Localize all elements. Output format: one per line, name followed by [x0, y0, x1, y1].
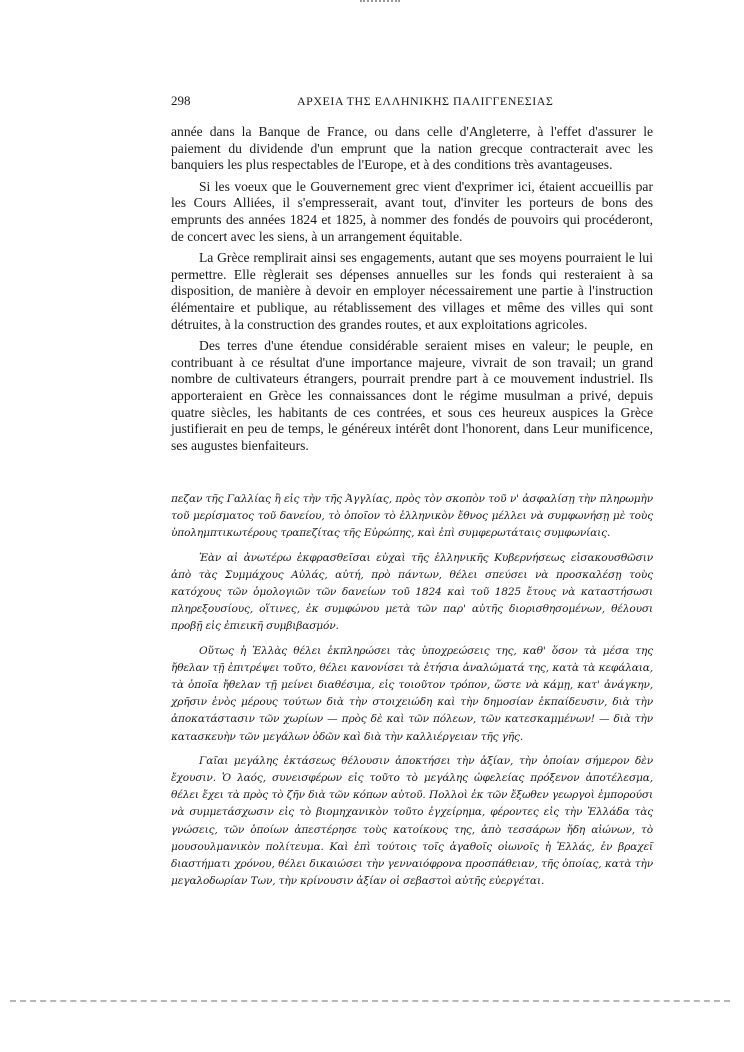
greek-paragraph-2: Ἐὰν αἱ ἀνωτέρω ἐκφρασθεῖσαι εὐχαὶ τῆς ἑλληνικῆς Κυβερνήσεως εἰσακουσθῶσιν ἀπὸ τὰς Συμμάχους Αὐλάς, αὐτή, πρὸ πάντων, θέλει σπεύσει νὰ προσκαλέσῃ τοὺς κατόχους τῶν ὁμολογιῶν τῶν δανείων τοῦ 1824 καὶ τοῦ 1825 ἔτους νὰ καταστήσωσι πληρεξουσίους, οἵτινες, ἐκ συμφώνου μετὰ τῶν παρ' αὐτῆς διορισθησομένων, θέλουσι προβῇ εἰς ἐπιεικῆ συμβιβασμόν. [171, 551, 653, 633]
page-number: 298 [171, 93, 191, 108]
french-text-block [171, 124, 653, 459]
greek-paragraph-4: Γαῖαι μεγάλης ἐκτάσεως θέλουσιν ἀποκτήσει τὴν ἀξίαν, τὴν ὁποίαν σήμερον δὲν ἔχουσιν. Ὁ λαός, συνεισφέρων εἰς τοῦτο τὸ μεγάλης ὠφελείας πρόξενον ἀποτέλεσμα, θέλει ἔχει τὰ πρὸς τὸ ζῆν διὰ τῶν κόπων αὐτοῦ. Πολλοὶ ἐκ τῶν ἔξωθεν γεωργοὶ ἐμπορούσι νὰ συμμετάσχωσιν εἰς τὸ βιομηχανικὸν τοῦτο ἐγχείρημα, φέροντες εἰς τὴν Ἑλλάδα τὰς γνώσεις, τῶν ὁποίων ἀπεστέρησε τοὺς κατοίκους της, ἀπὸ τεσσάρων ἤδη αἰώνων, τὸ μουσουλμανικὸν πολίτευμα. Καὶ ἐπὶ τούτοις τοῖς ἀγαθοῖς οἰωνοῖς ἡ Ἑλλάς, ἐν βραχεῖ διαστήματι χρόνου, θέλει δικαιώσει τὴν γενναιόφρονα προσπάθειαν, τῆς ὁποίας, κατὰ τὴν μεγαλοδωρίαν Των, τὴν κρίνουσιν ἀξίαν οἱ σεβαστοὶ αὐτῆς εὐεργέται. [171, 754, 653, 888]
greek-paragraph-3: Οὕτως ἡ Ἑλλὰς θέλει ἐκπληρώσει τὰς ὑποχρεώσεις της, καθ' ὅσον τὰ μέσα της ἤθελαν τῇ ἐπιτρέψει τοῦτο, θέλει κανονίσει τὰ ἐτήσια ἀναλώματά της, κατὰ τὰ κεφάλαια, τὰ ὁποῖα ἤθελαν τῇ μείνει διαθέσιμα, εἰς τοιοῦτον τρόπον, ὥστε νὰ κάμῃ, κατ' ἀνάγκην, χρῆσιν ἑνὸς μέρους τούτων διὰ τὴν στοιχειώδη καὶ τὴν δημοσίαν ἐκπαίδευσιν, διὰ τὴν ἀποκατάστασιν τῶν χωρίων — πρὸς δὲ καὶ τῶν πόλεων, τῶν κατεσκαμμένων! — διὰ τὴν κατασκευὴν τῶν μεγάλων ὁδῶν καὶ διὰ τὴν καλλιέργειαν τῆς γῆς. [171, 644, 653, 743]
french-paragraph-4: Des terres d'une étendue considérable seraient mises en valeur; le peuple, en contribuant à ce résultat d'une importance majeure, vivrait de son travail; un grand nombre de cultivateurs étrangers, pourrait prendre part à ce mouvement industriel. Ils apporteraient en Grèce les connaissances dont le régime musulman a privé, depuis quatre siècles, les habitants de ces contrées, et sous ces heureux auspices la Grèce justifierait en peu de temps, le généreux intérêt dont l'honorent, dans Leur munificence, ses augustes bienfaiteurs. [171, 338, 653, 453]
running-head: ΑΡΧΕΙΑ ΤΗΣ ΕΛΛΗΝΙΚΗΣ ΠΑΛΙΓΓΕΝΕΣΙΑΣ [297, 94, 554, 108]
french-paragraph-1: année dans la Banque de France, ou dans celle d'Angleterre, à l'effet d'assurer le paiement du dividende d'un emprunt que la nation grecque contracterait avec les banquiers les plus respectables de l'Europe, et à des conditions très avantageuses. [171, 124, 653, 173]
greek-paragraph-1: πεζαν τῆς Γαλλίας ἢ εἰς τὴν τῆς Ἀγγλίας, πρὸς τὸν σκοπὸν τοῦ ν' ἀσφαλίσῃ τὴν πληρωμὴν τοῦ μερίσματος τοῦ δανείου, τὸ ὁποῖον τὸ ἑλληνικὸν ἔθνος μέλλει νὰ συμφωνήσῃ μὲ τοὺς ὑπολημπτικωτέρους τραπεζίτας τῆς Εὐρώπης, καὶ ἐπὶ συμφερωτάταις συμφωνίαις. [171, 493, 653, 540]
scan-artifact-bottom [10, 1000, 730, 1006]
french-paragraph-3: La Grèce remplirait ainsi ses engagements, autant que ses moyens pourraient le lui permettre. Elle règlerait ses dépenses annuelles sur les fonds qui resteraient à sa disposition, de manière à devoir en employer nécessairement une partie à l'instruction élémentaire et publique, au rétablissement des villages et même des villes qui sont détruites, à la construction des grandes routes, et aux exploitations agricoles. [171, 250, 653, 332]
greek-text-block [171, 491, 653, 897]
french-paragraph-2: Si les voeux que le Gouvernement grec vient d'exprimer ici, étaient accueillis par les Cours Alliées, il s'empresserait, avant tout, d'inviter les porteurs de bons des emprunts des années 1824 et 1825, à nommer des fondés de pouvoirs qui procéderont, de concert avec les siens, à un arrangement équitable. [171, 178, 653, 244]
page-header [171, 93, 653, 113]
scan-artifact-top [360, 0, 400, 6]
